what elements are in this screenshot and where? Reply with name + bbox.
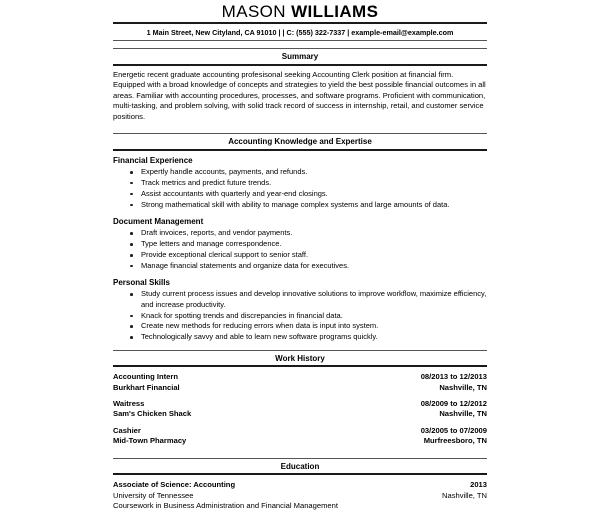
list-item bbox=[113, 228, 487, 238]
job-title: Waitress bbox=[113, 399, 145, 409]
section-header-education: Education bbox=[113, 458, 487, 476]
list-item bbox=[113, 167, 487, 177]
job-company-row bbox=[113, 409, 487, 419]
job-dates: 08/2009 to 12/2012 bbox=[420, 399, 487, 409]
job-company-row bbox=[113, 436, 487, 446]
summary-text: Energetic recent graduate accounting profesisonal seeking Accounting Clerk position at financial firm. Equipped with a broad knowledge of concepts and strategies to yield the best possible financial outcomes in all areas. Familiar with accounting procedures, processes, and software programs. Proficient with communication, multi-tasking, and problem solving, with solid track record of success in internship, retail, and customer service positions. bbox=[113, 69, 486, 121]
bullet-list bbox=[113, 167, 487, 210]
candidate-name bbox=[113, 0, 487, 22]
list-item bbox=[113, 311, 487, 321]
list-item-text: Strong mathematical skill with ability to manage complex systems and large amounts of data. bbox=[141, 199, 450, 209]
knowledge-group-financial-experience bbox=[113, 155, 487, 210]
bullet-dot-icon bbox=[130, 293, 133, 296]
bullet-dot-icon bbox=[130, 315, 133, 318]
list-item-text: Assist accountants with quarterly and year-end closings. bbox=[141, 188, 328, 198]
knowledge-group-document-management bbox=[113, 216, 487, 271]
work-history-entry bbox=[113, 399, 487, 420]
job-location: Nashville, TN bbox=[439, 409, 487, 419]
bullet-dot-icon bbox=[130, 336, 133, 339]
job-title-row bbox=[113, 426, 487, 436]
education-entry bbox=[113, 480, 487, 512]
list-item-text: Provide exceptional clerical support to senior staff. bbox=[141, 249, 309, 259]
bullet-dot-icon bbox=[130, 171, 133, 174]
bullet-dot-icon bbox=[130, 325, 133, 328]
subsection-heading: Financial Experience bbox=[113, 155, 193, 165]
knowledge-group-personal-skills bbox=[113, 277, 487, 343]
list-item-text: Create new methods for reducing errors when data is input into system. bbox=[141, 321, 379, 331]
bullet-dot-icon bbox=[130, 243, 133, 246]
bullet-dot-icon bbox=[130, 265, 133, 268]
work-history-entry bbox=[113, 426, 487, 447]
knowledge-groups bbox=[113, 155, 487, 343]
education-location: Nashville, TN bbox=[441, 490, 487, 500]
list-item bbox=[113, 189, 487, 199]
list-item bbox=[113, 289, 487, 310]
work-history-bottom-spacer bbox=[113, 447, 487, 451]
list-item-text: Type letters and manage correspondence. bbox=[141, 239, 282, 248]
section-header-summary: Summary bbox=[113, 48, 487, 66]
resume-document bbox=[113, 0, 487, 512]
list-item bbox=[113, 250, 487, 260]
job-title: Accounting Intern bbox=[113, 372, 178, 382]
list-item bbox=[113, 239, 487, 249]
education-school: University of Tennessee bbox=[113, 490, 194, 500]
education-coursework: Coursework in Business Administration and Financial Management bbox=[113, 501, 338, 511]
work-history-list bbox=[113, 372, 487, 446]
list-item-text: Track metrics and predict future trends. bbox=[141, 177, 272, 187]
candidate-last-name: WILLIAMS bbox=[291, 2, 379, 21]
education-year: 2013 bbox=[470, 480, 487, 490]
education-school-row bbox=[113, 491, 487, 502]
job-title-row bbox=[113, 399, 487, 409]
bullet-dot-icon bbox=[130, 204, 133, 207]
job-title-row bbox=[113, 372, 487, 382]
list-item-text: Manage financial statements and organize data for executives. bbox=[141, 260, 350, 270]
list-item-text: Study current process issues and develop innovative solutions to improve workflow, maximize efficiency, and increase productivity. bbox=[141, 289, 487, 309]
job-dates: 08/2013 to 12/2013 bbox=[420, 372, 487, 382]
job-location: Nashville, TN bbox=[439, 382, 487, 392]
education-degree: Associate of Science: Accounting bbox=[113, 480, 236, 490]
list-item-text: Technologically savvy and able to learn new software programs quickly. bbox=[141, 332, 378, 342]
list-item-text: Draft invoices, reports, and vendor payments. bbox=[141, 228, 293, 238]
list-item-text: Knack for spotting trends and discrepancies in financial data. bbox=[141, 310, 343, 320]
bullet-list bbox=[113, 228, 487, 271]
subsection-heading: Personal Skills bbox=[113, 278, 170, 288]
list-item bbox=[113, 200, 487, 210]
list-item bbox=[113, 178, 487, 188]
list-item-text: Expertly handle accounts, payments, and refunds. bbox=[141, 166, 308, 176]
candidate-first-name: MASON bbox=[221, 2, 286, 21]
list-item bbox=[113, 332, 487, 342]
subsection-heading: Document Management bbox=[113, 217, 204, 227]
work-history-entry bbox=[113, 372, 487, 393]
education-degree-row bbox=[113, 480, 487, 491]
section-header-work-history: Work History bbox=[113, 350, 487, 368]
list-item bbox=[113, 261, 487, 271]
header-rule-bottom bbox=[113, 40, 487, 41]
contact-line: 1 Main Street, New Cityland, CA 91010 | | C: (555) 322-7337 | example-email@example.com bbox=[146, 27, 454, 37]
section-header-knowledge: Accounting Knowledge and Expertise bbox=[113, 133, 487, 151]
job-company-row bbox=[113, 383, 487, 393]
job-company: Burkhart Financial bbox=[113, 382, 180, 392]
list-item bbox=[113, 321, 487, 331]
bullet-dot-icon bbox=[130, 254, 133, 257]
bullet-dot-icon bbox=[130, 193, 133, 196]
bullet-dot-icon bbox=[130, 232, 133, 235]
job-company: Sam's Chicken Shack bbox=[113, 409, 192, 419]
job-company: Mid-Town Pharmacy bbox=[113, 436, 187, 446]
bullet-list bbox=[113, 289, 487, 343]
job-title: Cashier bbox=[113, 425, 141, 435]
bullet-dot-icon bbox=[130, 182, 133, 185]
job-location: Murfreesboro, TN bbox=[423, 436, 487, 446]
job-dates: 03/2005 to 07/2009 bbox=[420, 425, 487, 435]
